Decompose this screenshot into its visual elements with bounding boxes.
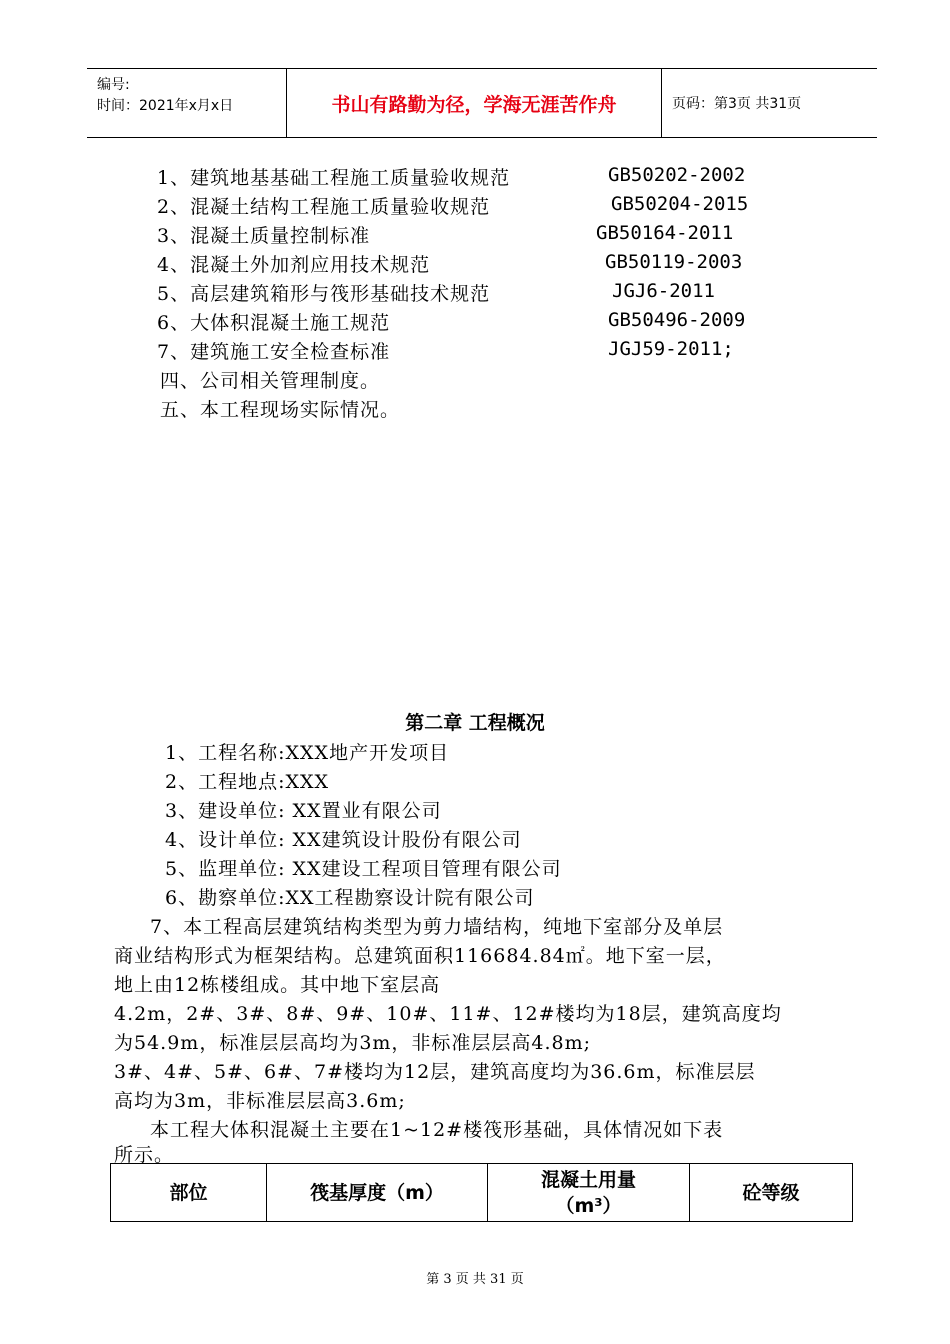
standard-text: 5、高层建筑箱形与筏形基础技术规范	[157, 283, 491, 305]
paragraph-line: 商业结构形式为框架结构。总建筑面积116684.84㎡。地下室一层，	[114, 945, 726, 967]
document-time: 时间：2021年x月x日	[97, 98, 234, 114]
standard-code: GB50496-2009	[608, 309, 746, 331]
standard-text: 3、混凝土质量控制标准	[157, 225, 371, 247]
overview-item: 3、建设单位: XX置业有限公司	[165, 800, 442, 822]
document-number-label: 编号:	[97, 77, 130, 93]
standard-text: 1、建筑地基基础工程施工质量验收规范	[157, 167, 511, 189]
overview-item: 4、设计单位: XX建筑设计股份有限公司	[165, 829, 522, 851]
header-meta	[87, 69, 287, 137]
standard-text: 7、建筑施工安全检查标准	[157, 341, 391, 363]
paragraph-line: 所示。	[114, 1144, 175, 1166]
paragraph-line: 4.2m，2#、3#、8#、9#、10#、11#、12#楼均为18层，建筑高度均	[114, 1003, 782, 1025]
page-header	[87, 68, 877, 138]
standard-code: JGJ6-2011	[612, 280, 715, 302]
table-header-cell: 部位	[111, 1164, 267, 1222]
standard-code: GB50204-2015	[611, 193, 749, 215]
table-header-cell: 混凝土用量（m³）	[488, 1164, 690, 1222]
standard-text: 4、混凝土外加剂应用技术规范	[157, 254, 431, 276]
standard-code: JGJ59-2011;	[608, 338, 734, 360]
foundation-table	[110, 1163, 853, 1222]
paragraph-line: 本工程大体积混凝土主要在1~12#楼筏形基础，具体情况如下表	[150, 1119, 724, 1141]
paragraph-line: 7、本工程高层建筑结构类型为剪力墙结构，纯地下室部分及单层	[150, 916, 724, 938]
chapter-title: 第二章 工程概况	[405, 712, 545, 734]
overview-item: 2、工程地点:XXX	[165, 771, 330, 793]
paragraph-line: 地上由12栋楼组成。其中地下室层高	[114, 974, 441, 996]
standard-code: GB50119-2003	[605, 251, 743, 273]
page-footer: 第 3 页 共 31 页	[426, 1272, 524, 1287]
standard-code: GB50202-2002	[608, 164, 746, 186]
standard-text: 6、大体积混凝土施工规范	[157, 312, 391, 334]
paragraph-line: 为54.9m，标准层层高均为3m，非标准层层高4.8m;	[114, 1032, 592, 1054]
basis-item: 四、公司相关管理制度。	[160, 370, 381, 392]
standard-text: 2、混凝土结构工程施工质量验收规范	[157, 196, 491, 218]
paragraph-line: 3#、4#、5#、6#、7#楼均为12层，建筑高度均为36.6m，标准层层	[114, 1061, 756, 1083]
standard-code: GB50164-2011	[596, 222, 734, 244]
overview-item: 5、监理单位: XX建设工程项目管理有限公司	[165, 858, 562, 880]
table-header-cell: 砼等级	[690, 1164, 853, 1222]
overview-item: 6、勘察单位:XX工程勘察设计院有限公司	[165, 887, 535, 909]
table-header-cell: 筏基厚度（m）	[267, 1164, 488, 1222]
header-page-info: 页码：第3页 共31页	[672, 96, 802, 112]
paragraph-line: 高均为3m，非标准层层高3.6m;	[114, 1090, 406, 1112]
table-header-row	[111, 1164, 853, 1222]
basis-item: 五、本工程现场实际情况。	[160, 399, 401, 421]
overview-item: 1、工程名称:XXX地产开发项目	[165, 742, 450, 764]
header-motto: 书山有路勤为径，学海无涯苦作舟	[287, 69, 662, 137]
